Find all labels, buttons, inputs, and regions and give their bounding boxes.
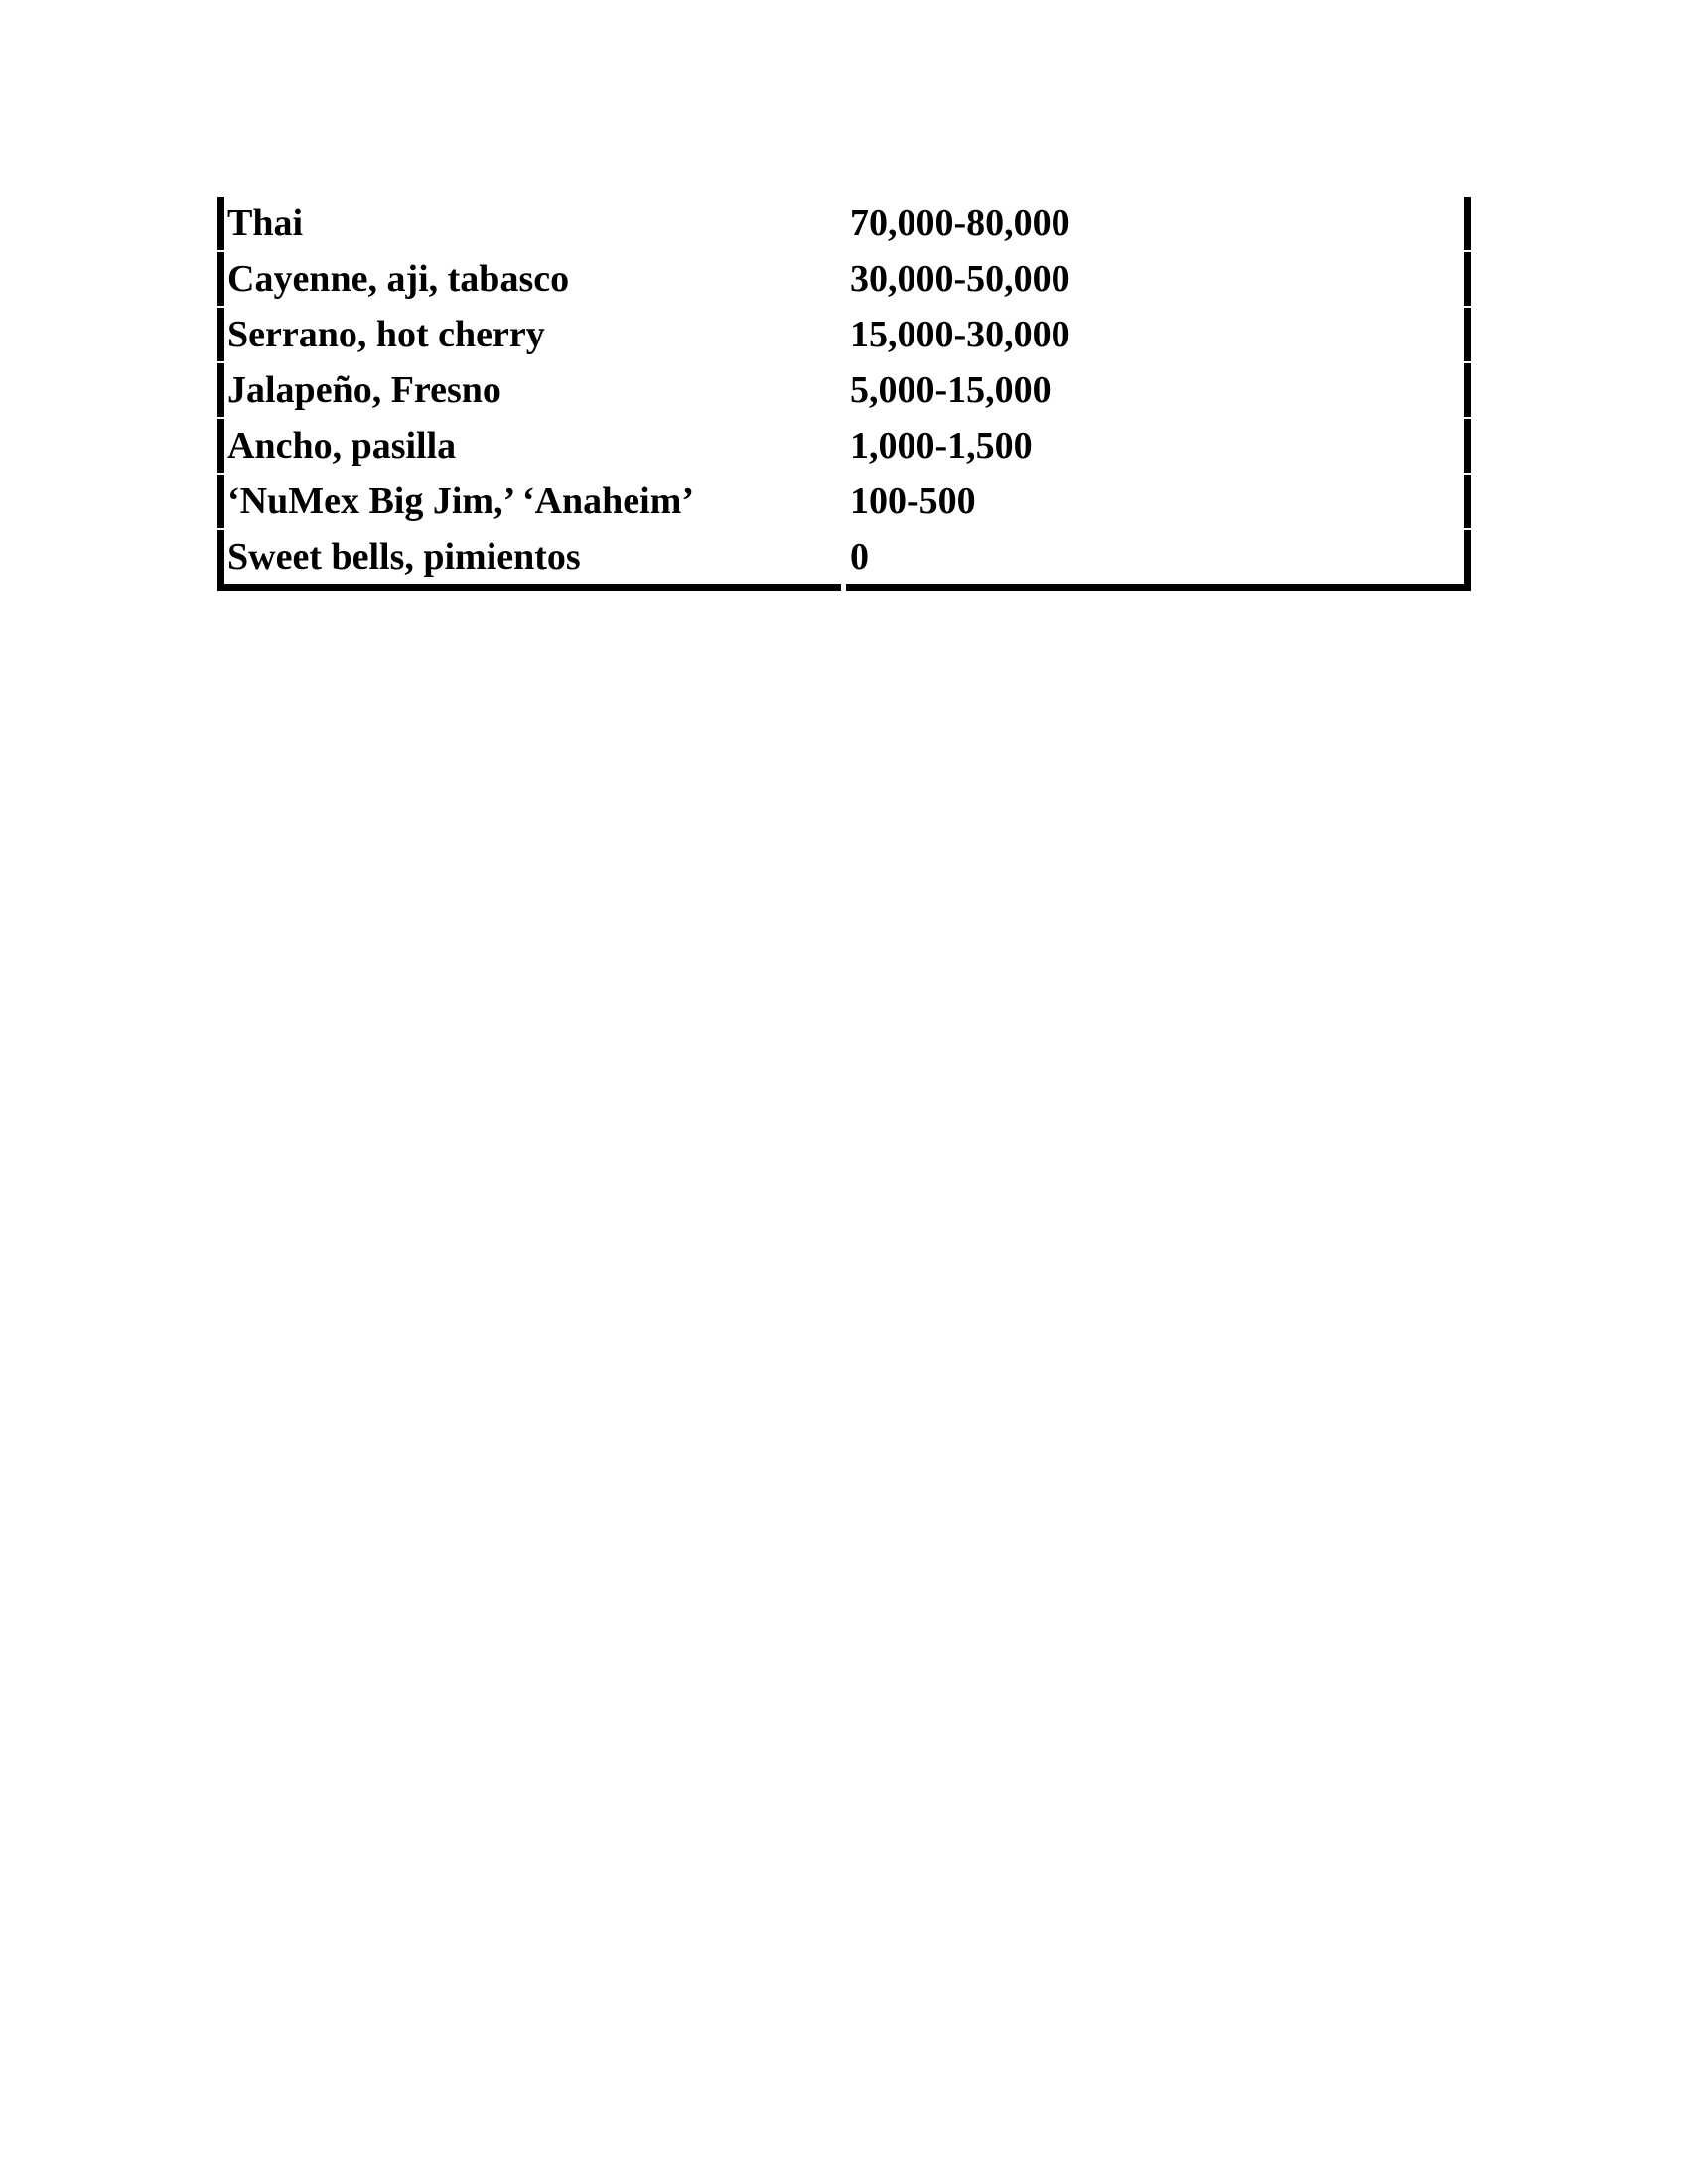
table-row	[217, 475, 1471, 530]
heat-value-cell: 15,000-30,000	[846, 308, 1471, 361]
heat-value-cell: 70,000-80,000	[846, 197, 1471, 250]
heat-value-cell: 5,000-15,000	[846, 363, 1471, 417]
table-row	[217, 530, 1471, 586]
table-row	[217, 363, 1471, 419]
pepper-name-cell: Cayenne, aji, tabasco	[217, 252, 841, 306]
pepper-name-cell: Thai	[217, 197, 841, 250]
pepper-name-cell: Ancho, pasilla	[217, 419, 841, 473]
heat-value-cell: 1,000-1,500	[846, 419, 1471, 473]
pepper-name-cell: ‘NuMex Big Jim,’ ‘Anaheim’	[217, 475, 841, 528]
pepper-heat-table	[217, 197, 1471, 586]
table-bottom-border-left	[217, 584, 841, 591]
table-row	[217, 252, 1471, 308]
heat-value-cell: 100-500	[846, 475, 1471, 528]
table-row	[217, 308, 1471, 363]
heat-value-cell: 30,000-50,000	[846, 252, 1471, 306]
table-row	[217, 197, 1471, 252]
pepper-name-cell: Sweet bells, pimientos	[217, 530, 841, 588]
heat-value-cell: 0	[846, 530, 1471, 588]
pepper-name-cell: Serrano, hot cherry	[217, 308, 841, 361]
pepper-name-cell: Jalapeño, Fresno	[217, 363, 841, 417]
table-bottom-border-right	[846, 584, 1471, 591]
table-row	[217, 419, 1471, 475]
